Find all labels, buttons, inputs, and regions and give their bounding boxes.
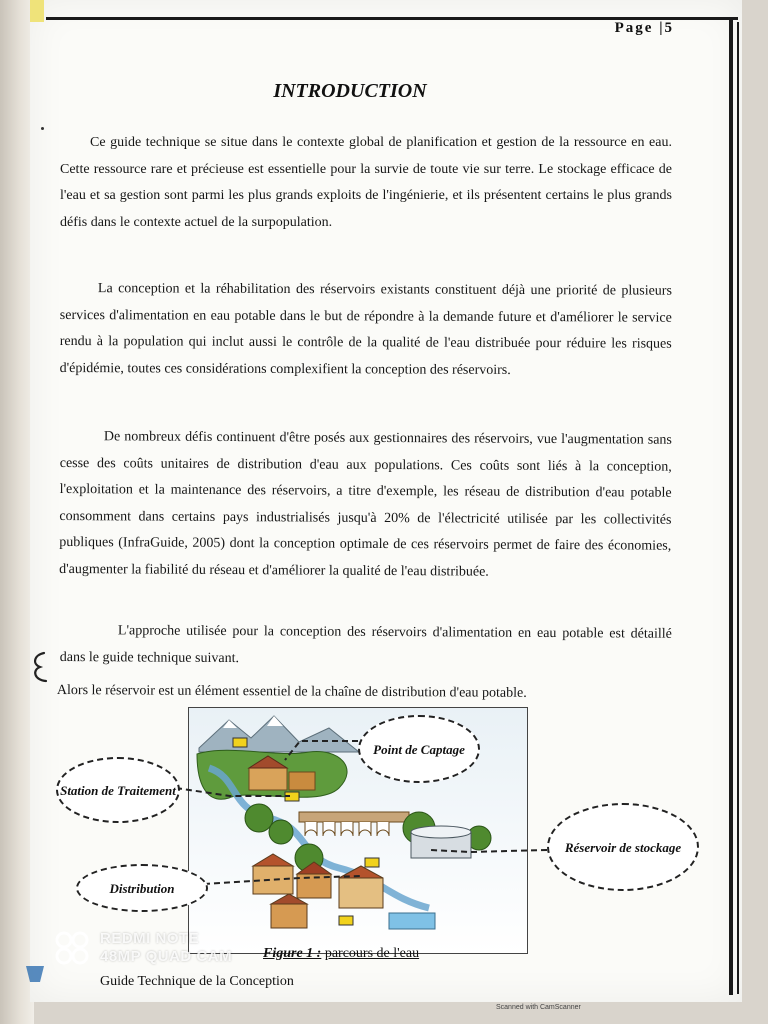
corner-logo-icon: [24, 962, 46, 986]
binder-strip: [30, 0, 44, 22]
paragraph-3: De nombreux défis continuent d'être posés aux gestionnaires des réservoirs, vue l'augmentation sans cesse des coûts unitaires de distribution d'eau aux populations. Ces coûts sont liés à la conception, l'exploitation et la maintenance des réservoirs, a titre d'exemple, les réseau de distribution d'eau potable consomment dans certains pays industrialisés jusqu'à 20% de l'électricité utilisée par les collectivités publiques (InfraGuide, 2005) dont la conception optimale de ces réservoirs permet de faire des économies, d'augmenter la fiabilité du réseau et d'améliorer la qualité de l'eau distribuée.: [59, 429, 672, 580]
callout-label: Distribution: [109, 880, 175, 896]
margin-dot: [41, 127, 44, 130]
page-frame-right-inner: [737, 22, 739, 994]
callout-reservoir-de-stockage: [547, 803, 699, 891]
paragraph-4: L'approche utilisée pour la conception des réservoirs d'alimentation en eau potable est détaillé dans le guide technique suivant.: [59, 623, 672, 666]
figure-caption: [263, 946, 419, 962]
footer-text: Guide Technique de la Conception: [100, 974, 294, 989]
figure-caption-text: parcours de l'eau: [324, 946, 420, 961]
figure-caption-label: Figure 1 :: [263, 946, 322, 961]
camera-watermark: [100, 930, 232, 966]
scanner-tag: Scanned with CamScanner: [496, 1004, 581, 1011]
callout-label: Point de Captage: [373, 741, 465, 757]
paragraph-5: Alors le réservoir est un élément essentiel de la chaîne de distribution d'eau potable.: [56, 682, 527, 701]
camera-watermark-icon: [54, 930, 90, 966]
callout-distribution: [76, 864, 208, 912]
page-number: Page |5: [614, 20, 674, 36]
page-shadow: [0, 0, 34, 1024]
callout-station-de-traitement: [56, 757, 180, 823]
page-title: INTRODUCTION: [273, 80, 427, 102]
page-frame-right: [729, 17, 733, 995]
watermark-line-1: REDMI NOTE: [100, 930, 200, 947]
watermark-line-2: 48MP QUAD CAM: [100, 948, 233, 965]
handwritten-mark-icon: [28, 650, 52, 684]
paragraph-1: Ce guide technique se situe dans le contexte global de planification et gestion de la ressource en eau. Cette ressource rare et précieuse est essentielle pour la survie de toute vie sur terre. Le stockage efficace de l'eau et sa gestion sont parmi les plus grands exploits de l'ingénierie, et ils présentent certains le plus grands défis dans le contexte actuel de la surpopulation.: [60, 135, 672, 230]
callout-label: Réservoir de stockage: [564, 839, 682, 855]
callout-label: Station de Traitement: [60, 782, 176, 798]
callout-point-de-captage: [358, 715, 480, 783]
paragraph-2: La conception et la réhabilitation des réservoirs existants constituent déjà une priorité de plusieurs services d'alimentation en eau potable dans le but de répondre à la demande future et d'améliorer le service rendu à la population qui inclut aussi le contrôle de la qualité de l'eau distribuée pour réduire les risques d'épidémie, toutes ces considérations complexifient la conception des réservoirs.: [59, 281, 672, 378]
